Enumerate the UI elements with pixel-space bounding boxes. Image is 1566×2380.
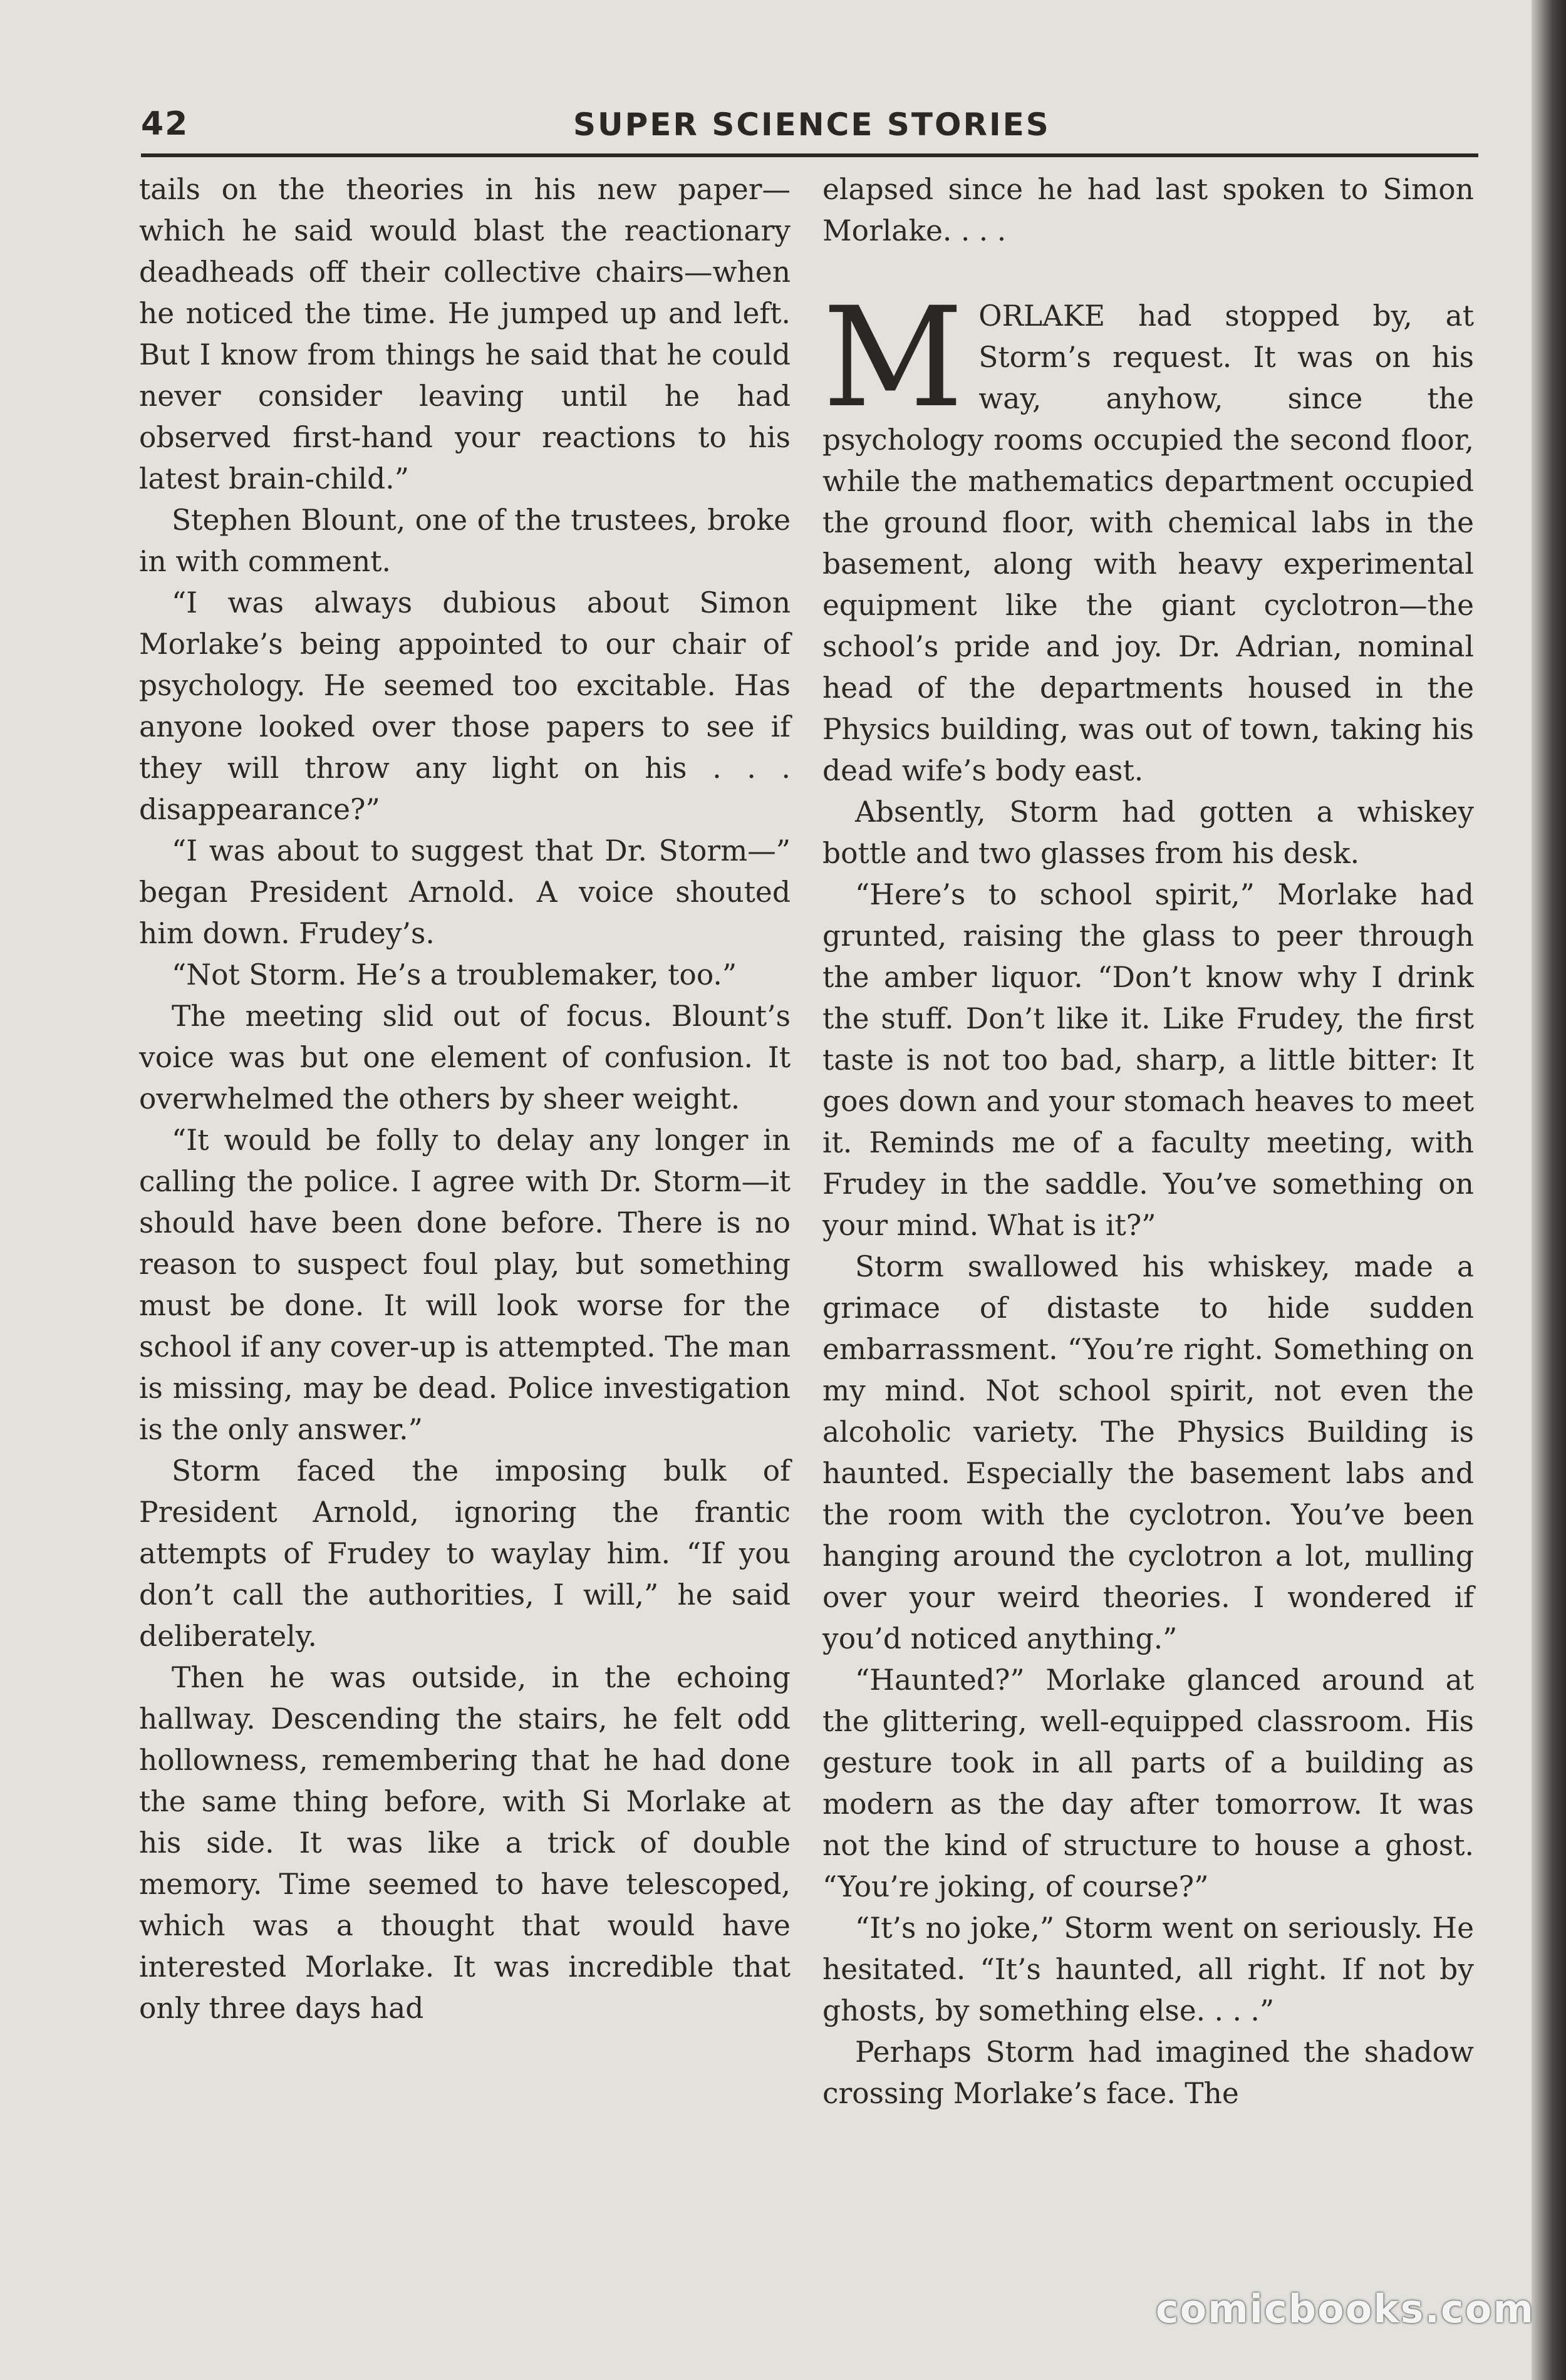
dropcap-paragraph bbox=[822, 277, 1474, 792]
paragraph: “Not Storm. He’s a troublemaker, too.” bbox=[172, 958, 737, 991]
running-title: SUPER SCIENCE STORIES bbox=[573, 106, 1050, 143]
page-header bbox=[141, 105, 1478, 155]
paragraph: “It’s no joke,” Storm went on seriously. He hesitated. “It’s haunted, all right. If not by ghosts, by something else. . . .” bbox=[822, 1912, 1474, 2027]
paragraph: Absently, Storm had gotten a whiskey bottle and two glasses from his desk. bbox=[822, 795, 1474, 870]
paragraph: Storm swallowed his whiskey, made a grimace of distaste to hide sudden embarrassment. “You’re right. Something on my mind. Not school spirit, not even the alcoholic variety. The Physics Building is haunted. Especially the basement labs and the room with the cyclotron. You’ve been hanging around the cyclotron a lot, mulling over your weird theories. I wondered if you’d noticed anything.” bbox=[822, 1250, 1474, 1655]
page-number: 42 bbox=[141, 105, 189, 143]
paragraph: “I was about to suggest that Dr. Storm—” began President Arnold. A voice shouted him down. Frudey’s. bbox=[139, 834, 791, 950]
dropcap-paragraph-text: ORLAKE had stopped by, at Storm’s request. It was on his way, anyhow, since the psychology rooms occupied the second floor, while the mathematics department occupied the ground floor, with chemical labs in the basement, along with heavy experimental equipment like the giant cyclotron—the school’s pride and joy. Dr. Adrian, nominal head of the departments housed in the Physics building, was out of town, taking his dead wife’s body east. bbox=[822, 299, 1474, 787]
paragraph: Perhaps Storm had imagined the shadow crossing Morlake’s face. The bbox=[822, 2036, 1474, 2110]
paragraph: “Here’s to school spirit,” Morlake had grunted, raising the glass to peer through the amber liquor. “Don’t know why I drink the stuff. Don’t like it. Like Frudey, the first taste is not too bad, sharp, a little bitter: It goes down and your stomach heaves to meet it. Reminds me of a faculty meeting, with Frudey in the saddle. You’ve something on your mind. What is it?” bbox=[822, 878, 1474, 1242]
dropcap-letter: M bbox=[822, 277, 964, 438]
binding-edge bbox=[1532, 0, 1566, 2380]
paragraph: Then he was outside, in the echoing hallway. Descending the stairs, he felt odd hollowness, remembering that he had done the same thing before, with Si Morlake at his side. It was like a trick of double memory. Time seemed to have telescoped, which was a thought that would have interested Morlake. It was incredible that only three days had bbox=[139, 1661, 791, 2025]
paragraph: Storm faced the imposing bulk of President Arnold, ignoring the frantic attempts of Frudey to waylay him. “If you don’t call the authorities, I will,” he said deliberately. bbox=[139, 1454, 791, 1653]
paragraph: “Haunted?” Morlake glanced around at the glittering, well-equipped classroom. His gesture took in all parts of a building as modern as the day after tomorrow. It was not the kind of structure to house a ghost. “You’re joking, of course?” bbox=[822, 1663, 1474, 1903]
paragraph: “I was always dubious about Simon Morlake’s being appointed to our chair of psychology. He seemed too excitable. Has anyone looked over those papers to see if they will throw any light on his . . . disappearance?” bbox=[139, 586, 791, 826]
paragraph: Stephen Blount, one of the trustees, broke in with comment. bbox=[139, 504, 791, 578]
paragraph: “It would be folly to delay any longer in calling the police. I agree with Dr. Storm—it should have been done before. There is no reason to suspect foul play, but something must be done. It will look worse for the school if any cover-up is attempted. The man is missing, may be dead. Police investigation is the only answer.” bbox=[139, 1124, 791, 1446]
right-column bbox=[822, 169, 1474, 2114]
watermark: comicbooks.com bbox=[1155, 2286, 1535, 2332]
paragraph: The meeting slid out of focus. Blount’s voice was but one element of confusion. It overwhelmed the others by sheer weight. bbox=[139, 1000, 791, 1115]
left-column bbox=[139, 169, 791, 2029]
paragraph: tails on the theories in his new paper—which he said would blast the reactionary deadheads off their collective chairs—when he noticed the time. He jumped up and left. But I know from things he said that he could never consider leaving until he had observed first-hand your reactions to his latest brain-child.” bbox=[139, 173, 791, 495]
paragraph: elapsed since he had last spoken to Simon Morlake. . . . bbox=[822, 173, 1474, 247]
header-rule bbox=[141, 153, 1478, 157]
